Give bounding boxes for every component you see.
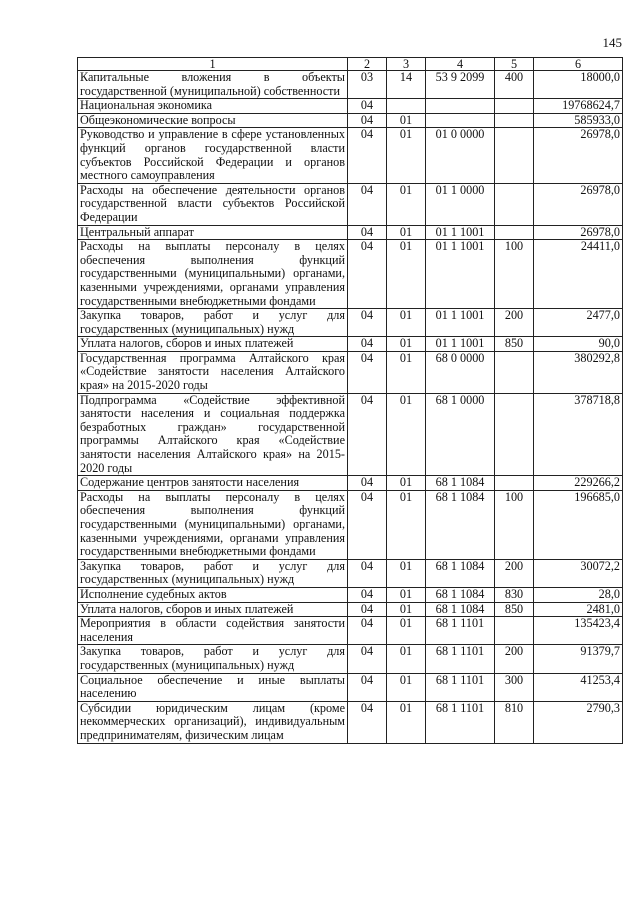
header-col-1: 1 xyxy=(78,58,348,71)
row-expense-type: 200 xyxy=(495,559,534,587)
row-subsection: 01 xyxy=(387,351,426,393)
table-body xyxy=(78,71,623,744)
row-expense-type xyxy=(495,225,534,240)
row-target-article: 68 0 0000 xyxy=(426,351,495,393)
table-row xyxy=(78,351,623,393)
row-amount: 18000,0 xyxy=(534,71,623,99)
row-section: 04 xyxy=(348,645,387,673)
row-target-article: 01 1 1001 xyxy=(426,225,495,240)
table-row xyxy=(78,128,623,183)
table-row xyxy=(78,183,623,225)
row-name: Социальное обеспечение и иные выплаты населению xyxy=(78,673,348,701)
row-name: Закупка товаров, работ и услуг для государственных (муниципальных) нужд xyxy=(78,559,348,587)
table-row xyxy=(78,602,623,617)
row-subsection: 01 xyxy=(387,225,426,240)
row-subsection: 01 xyxy=(387,587,426,602)
row-section: 04 xyxy=(348,337,387,352)
row-amount: 26978,0 xyxy=(534,128,623,183)
row-target-article: 01 1 0000 xyxy=(426,183,495,225)
row-section: 04 xyxy=(348,602,387,617)
table-row xyxy=(78,225,623,240)
row-section: 04 xyxy=(348,393,387,476)
row-target-article: 68 1 0000 xyxy=(426,393,495,476)
row-section: 04 xyxy=(348,309,387,337)
row-expense-type: 100 xyxy=(495,490,534,559)
row-expense-type: 810 xyxy=(495,701,534,743)
row-name: Уплата налогов, сборов и иных платежей xyxy=(78,602,348,617)
table-row xyxy=(78,337,623,352)
row-name: Государственная программа Алтайского края «Содействие занятости населения Алтайского края» на 2015-2020 годы xyxy=(78,351,348,393)
row-section: 04 xyxy=(348,128,387,183)
row-target-article: 68 1 1084 xyxy=(426,559,495,587)
row-target-article: 01 1 1001 xyxy=(426,337,495,352)
row-target-article: 68 1 1084 xyxy=(426,602,495,617)
row-name: Расходы на выплаты персоналу в целях обеспечения выполнения функций государственными (муниципальными) органами, казенными учреждениями, органами управления государственными внебюджетными фондами xyxy=(78,490,348,559)
row-target-article: 68 1 1101 xyxy=(426,701,495,743)
row-expense-type xyxy=(495,99,534,114)
row-section: 04 xyxy=(348,673,387,701)
table-row xyxy=(78,240,623,309)
row-subsection: 01 xyxy=(387,309,426,337)
table-row xyxy=(78,645,623,673)
row-target-article: 68 1 1084 xyxy=(426,587,495,602)
row-amount: 196685,0 xyxy=(534,490,623,559)
row-subsection: 01 xyxy=(387,602,426,617)
header-row xyxy=(78,58,623,71)
header-col-3: 3 xyxy=(387,58,426,71)
row-expense-type: 200 xyxy=(495,309,534,337)
row-subsection: 01 xyxy=(387,490,426,559)
table-row xyxy=(78,701,623,743)
row-name: Руководство и управление в сфере установленных функций органов государственной власти субъектов Российской Федерации и органов местного самоуправления xyxy=(78,128,348,183)
row-subsection: 01 xyxy=(387,393,426,476)
row-expense-type: 830 xyxy=(495,587,534,602)
table-row xyxy=(78,309,623,337)
row-expense-type: 300 xyxy=(495,673,534,701)
table-row xyxy=(78,99,623,114)
row-name: Закупка товаров, работ и услуг для государственных (муниципальных) нужд xyxy=(78,309,348,337)
row-section: 04 xyxy=(348,225,387,240)
row-name: Закупка товаров, работ и услуг для государственных (муниципальных) нужд xyxy=(78,645,348,673)
row-subsection: 01 xyxy=(387,476,426,491)
row-amount: 90,0 xyxy=(534,337,623,352)
row-target-article: 68 1 1084 xyxy=(426,476,495,491)
table-row xyxy=(78,71,623,99)
row-expense-type: 200 xyxy=(495,645,534,673)
row-expense-type xyxy=(495,128,534,183)
header-col-6: 6 xyxy=(534,58,623,71)
row-expense-type xyxy=(495,351,534,393)
row-target-article: 01 1 1001 xyxy=(426,240,495,309)
row-name: Подпрограмма «Содействие эффективной занятости населения и социальная поддержка безработных граждан» государственной программы Алтайского края «Содействие занятости населения Алтайского края» на 2015-2020 годы xyxy=(78,393,348,476)
table-row xyxy=(78,393,623,476)
row-section: 04 xyxy=(348,351,387,393)
table-row xyxy=(78,476,623,491)
row-amount: 2790,3 xyxy=(534,701,623,743)
row-amount: 229266,2 xyxy=(534,476,623,491)
row-subsection: 14 xyxy=(387,71,426,99)
row-subsection: 01 xyxy=(387,113,426,128)
row-subsection: 01 xyxy=(387,673,426,701)
row-subsection: 01 xyxy=(387,701,426,743)
row-amount: 30072,2 xyxy=(534,559,623,587)
row-section: 04 xyxy=(348,183,387,225)
row-subsection: 01 xyxy=(387,559,426,587)
row-name: Содержание центров занятости населения xyxy=(78,476,348,491)
row-amount: 26978,0 xyxy=(534,225,623,240)
row-amount: 28,0 xyxy=(534,587,623,602)
row-subsection: 01 xyxy=(387,183,426,225)
row-amount: 41253,4 xyxy=(534,673,623,701)
row-expense-type xyxy=(495,183,534,225)
row-target-article: 68 1 1101 xyxy=(426,617,495,645)
row-target-article xyxy=(426,113,495,128)
row-section: 04 xyxy=(348,559,387,587)
row-target-article xyxy=(426,99,495,114)
budget-table xyxy=(77,57,623,744)
page-number: 145 xyxy=(602,35,622,50)
row-target-article: 01 0 0000 xyxy=(426,128,495,183)
row-name: Расходы на выплаты персоналу в целях обеспечения выполнения функций государственными (муниципальными) органами, казенными учреждениями, органами управления государственными внебюджетными фондами xyxy=(78,240,348,309)
row-expense-type: 400 xyxy=(495,71,534,99)
row-subsection: 01 xyxy=(387,240,426,309)
table-row xyxy=(78,559,623,587)
row-expense-type: 100 xyxy=(495,240,534,309)
row-name: Национальная экономика xyxy=(78,99,348,114)
row-subsection xyxy=(387,99,426,114)
row-expense-type xyxy=(495,617,534,645)
row-amount: 24411,0 xyxy=(534,240,623,309)
row-section: 03 xyxy=(348,71,387,99)
header-col-4: 4 xyxy=(426,58,495,71)
row-amount: 135423,4 xyxy=(534,617,623,645)
table-row xyxy=(78,113,623,128)
row-expense-type xyxy=(495,113,534,128)
row-subsection: 01 xyxy=(387,645,426,673)
row-section: 04 xyxy=(348,476,387,491)
table-row xyxy=(78,490,623,559)
row-expense-type xyxy=(495,393,534,476)
row-target-article: 68 1 1101 xyxy=(426,645,495,673)
row-amount: 19768624,7 xyxy=(534,99,623,114)
row-name: Мероприятия в области содействия занятости населения xyxy=(78,617,348,645)
row-section: 04 xyxy=(348,240,387,309)
row-name: Общеэкономические вопросы xyxy=(78,113,348,128)
row-name: Субсидии юридическим лицам (кроме некоммерческих организаций), индивидуальным предпринимателям, физическим лицам xyxy=(78,701,348,743)
row-section: 04 xyxy=(348,113,387,128)
row-amount: 380292,8 xyxy=(534,351,623,393)
row-name: Исполнение судебных актов xyxy=(78,587,348,602)
row-amount: 585933,0 xyxy=(534,113,623,128)
row-target-article: 53 9 2099 xyxy=(426,71,495,99)
header-col-5: 5 xyxy=(495,58,534,71)
row-section: 04 xyxy=(348,587,387,602)
row-section: 04 xyxy=(348,490,387,559)
row-expense-type xyxy=(495,476,534,491)
row-amount: 91379,7 xyxy=(534,645,623,673)
row-amount: 26978,0 xyxy=(534,183,623,225)
row-target-article: 68 1 1084 xyxy=(426,490,495,559)
header-col-2: 2 xyxy=(348,58,387,71)
row-name: Центральный аппарат xyxy=(78,225,348,240)
row-amount: 2481,0 xyxy=(534,602,623,617)
row-amount: 378718,8 xyxy=(534,393,623,476)
row-subsection: 01 xyxy=(387,337,426,352)
row-subsection: 01 xyxy=(387,128,426,183)
table-row xyxy=(78,587,623,602)
row-subsection: 01 xyxy=(387,617,426,645)
table-row xyxy=(78,617,623,645)
row-section: 04 xyxy=(348,701,387,743)
row-name: Уплата налогов, сборов и иных платежей xyxy=(78,337,348,352)
row-name: Расходы на обеспечение деятельности органов государственной власти субъектов Российской Федерации xyxy=(78,183,348,225)
row-name: Капитальные вложения в объекты государственной (муниципальной) собственности xyxy=(78,71,348,99)
row-target-article: 68 1 1101 xyxy=(426,673,495,701)
table-row xyxy=(78,673,623,701)
row-expense-type: 850 xyxy=(495,602,534,617)
row-amount: 2477,0 xyxy=(534,309,623,337)
row-target-article: 01 1 1001 xyxy=(426,309,495,337)
row-expense-type: 850 xyxy=(495,337,534,352)
row-section: 04 xyxy=(348,99,387,114)
row-section: 04 xyxy=(348,617,387,645)
